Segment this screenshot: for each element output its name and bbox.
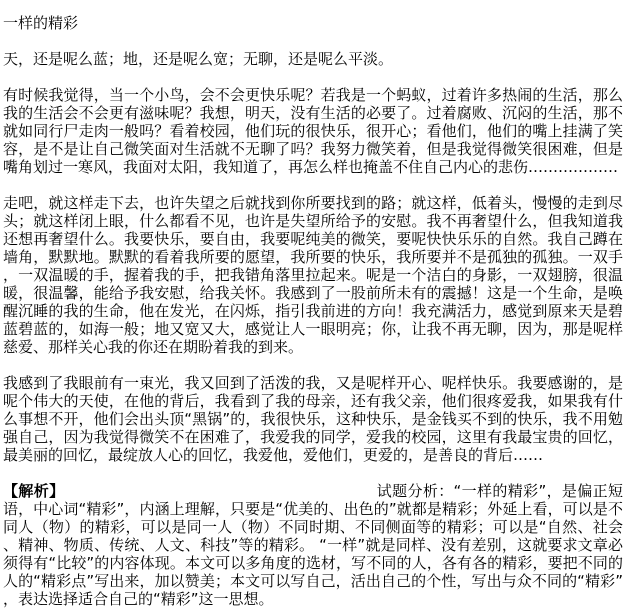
essay-title: 一样的精彩 [3,14,79,32]
essay-paragraph-2: 有时候我觉得，当一个小鸟，会不会更快乐呢？若我是一个蚂蚁，过着许多热闹的生活，那么我的生活会不会更有滋味呢？我想，明天，没有生活的必要了。过着腐败、沉闷的生活，那不就如同行尸走肉一般吗？看着校园，他们玩的很快乐，很开心；看他们，他们的嘴上挂满了笑容，是不是让自己微笑面对生活就不无聊了吗？我努力微笑着，但是我觉得微笑很困难，但是嘴角划过一寒风，我面对太阳，我知道了，再怎么样也掩盖不住自己内心的悲伤……………… [3,86,623,176]
analysis-label-spacer [64,495,376,496]
essay-paragraph-3: 走吧，就这样走下去，也许失望之后就找到你所要找到的路；就这样，低着头，慢慢的走到尽头；就这样闭上眼，什么都看不见，也许是失望所给予的安慰。我不再奢望什么，但我知道我还想再奢望什么。我要快乐，要自由，我要呢纯美的微笑，要呢快快乐乐的自然。我自己蹲在墙角，默默地。默默的看着我所要的愿望，我所要的快乐，我所要并不是孤独的孤独。一双手，一双温暖的手，握着我的手，把我错角落里拉起来。呢是一个洁白的身影，一双翅膀，很温暖，很温馨，能给予我安慰，给我关怀。我感到了一股前所未有的震撼！这是一个生命，是唤醒沉睡的我的生命，他在发光，在闪烁，指引我前进的方向！我充满活力，感觉到原来天是碧蓝碧蓝的，如海一般；地又宽又大，感觉让人一眼明亮；你，让我不再无聊，因为，那是呢样慈爱、那样关心我的你还在期盼着我的到来。 [3,194,623,356]
essay-paragraph-4: 我感到了我眼前有一束光，我又回到了活泼的我，又是呢样开心、呢样快乐。我要感谢的，是呢个伟大的天使，在他的背后，我看到了我的母亲，还有我父亲，他们很疼爱我，如果我有什么事想不开，他们会出头顶“黑锅”的，我很快乐，这种快乐，是金钱买不到的快乐，我不用勉强自己，因为我觉得微笑不在困难了，我爱我的同学，爱我的校园，这里有我最宝贵的回忆，最美丽的回忆，最绽放人心的回忆，我爱他，爱他们，更爱的，是善良的背后…… [3,374,623,464]
essay-paragraph-1: 天，还是呢么蓝；地，还是呢么宽；无聊，还是呢么平淡。 [3,50,394,68]
analysis-section [3,482,623,608]
analysis-label: 【解析】 [3,482,65,500]
analysis-body: 试题分析：“一样的精彩”，是偏正短语，中心词“精彩”，内涵上理解，只要是“优美的、出色的”就都是精彩；外延上看，可以是不同人（物）的精彩，可以是同一人（物）不同时期、不同侧面等的精彩；可以是“自然、社会、精神、物质、传统、人文、科技”等的精彩。 “一样”就是同样、没有差别，这就要求文章必须得有“比较”的内容体现。本文可以多角度的选材，写不同的人，各有各的精彩，要把不同的人的“精彩点”写出来，加以赞美；本文可以写自己，活出自己的个性，写出与众不同的“精彩”，表达选择适合自己的“精彩”这一思想。 [3,482,623,608]
